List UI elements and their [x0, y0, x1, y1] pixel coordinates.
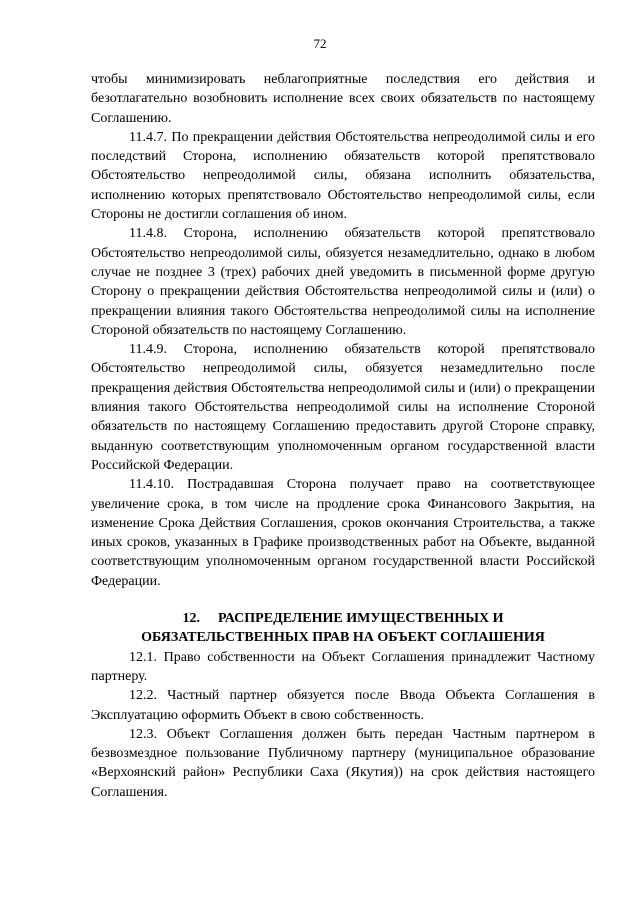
paragraph-11-4-8: 11.4.8. Сторона, исполнению обязательств которой препятствовало Обстоятельство непреодолимой силы, обязуется незамедлительно, однако в любом случае не позднее 3 (трех) рабочих дней уведомить в письменной форме другую Сторону о прекращении действия Обстоятельства непреодолимой силы и (или) о прекращении влияния такого Обстоятельства непреодолимой силы на исполнение Стороной обязательств по настоящему Соглашению.	[91, 226, 595, 338]
document-body	[91, 70, 595, 802]
paragraph-11-4-10: 11.4.10. Пострадавшая Сторона получает право на соответствующее увеличение срока, в том числе на продление срока Финансового Закрытия, на изменение Срока Действия Соглашения, сроков окончания Строительства, а также иных сроков, указанных в Графике производственных работ на Объекте, выданной соответствующим уполномоченным органом государственной власти Российской Федерации.	[91, 477, 595, 589]
section-heading-12	[91, 609, 595, 648]
section-title-line2: ОБЯЗАТЕЛЬСТВЕННЫХ ПРАВ НА ОБЪЕКТ СОГЛАШЕНИЯ	[141, 630, 545, 646]
paragraph-12-3: 12.3. Объект Соглашения должен быть передан Частным партнером в безвозмездное пользование Публичному партнеру (муниципальное образование «Верхоянский район» Республики Саха (Якутия)) на срок действия настоящего Соглашения.	[91, 726, 595, 800]
section-number: 12.	[182, 611, 200, 627]
section-heading-line1	[91, 609, 595, 628]
paragraph-12-2: 12.2. Частный партнер обязуется после Ввода Объекта Соглашения в Эксплуатацию оформить Объект в свою собственность.	[91, 688, 595, 723]
paragraph-11-4-9: 11.4.9. Сторона, исполнению обязательств которой препятствовало Обстоятельство непреодолимой силы, обязуется незамедлительно после прекращения действия Обстоятельства непреодолимой силы и (или) о прекращении влияния такого Обстоятельства непреодолимой силы на исполнение Стороной обязательств по настоящему Соглашению предоставить другой Стороне справку, выданную соответствующим уполномоченным органом государственной власти Российской Федерации.	[91, 342, 595, 473]
paragraph-continuation: чтобы минимизировать неблагоприятные последствия его действия и безотлагательно возобновить исполнение всех своих обязательств по настоящему Соглашению.	[91, 72, 595, 126]
section-title-line1: РАСПРЕДЕЛЕНИЕ ИМУЩЕСТВЕННЫХ И	[218, 611, 504, 627]
paragraph-11-4-7: 11.4.7. По прекращении действия Обстоятельства непреодолимой силы и его последствий Сторона, исполнению обязательств которой препятствовало Обстоятельство непреодолимой силы, обязана исполнить обязательства, исполнению которых препятствовало Обстоятельство непреодолимой силы, если Стороны не достигли соглашения об ином.	[91, 129, 595, 223]
page-number: 72	[313, 36, 327, 51]
paragraph-12-1: 12.1. Право собственности на Объект Соглашения принадлежит Частному партнеру.	[91, 649, 595, 684]
